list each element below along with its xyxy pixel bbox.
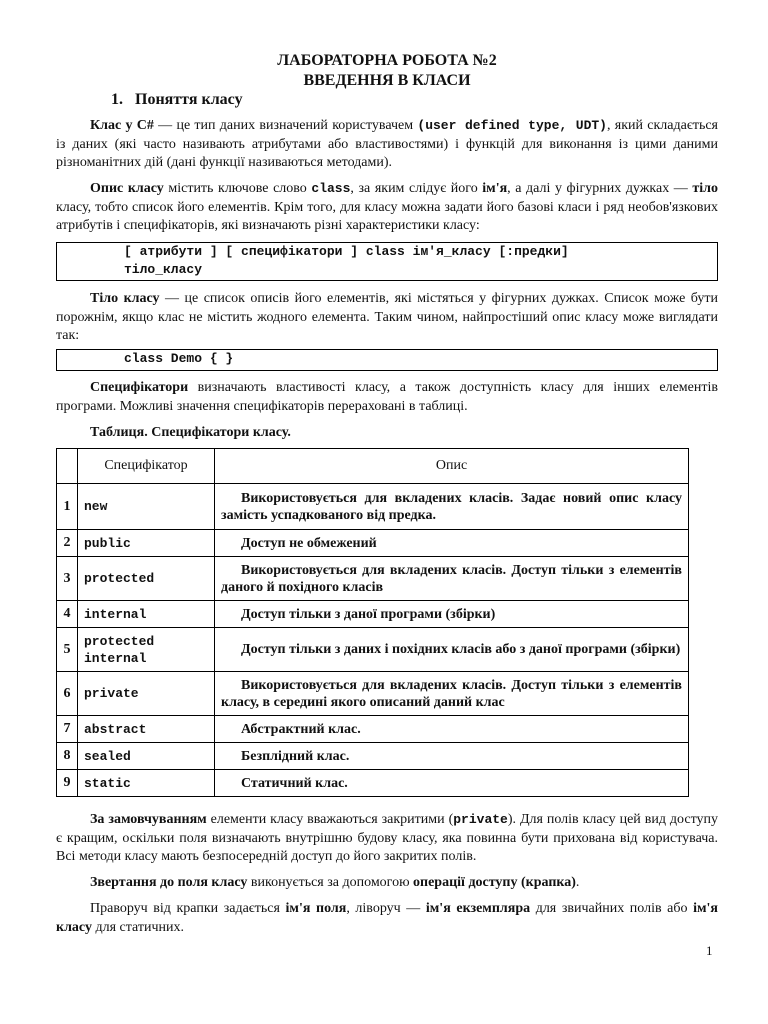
table-row [57, 628, 689, 672]
specifier-cell: static [78, 770, 215, 797]
description-cell: Доступ тільки з даних і похідних класів або з даної програми (збірки) [215, 628, 689, 672]
paragraph-dot-operator: Праворуч від крапки задається ім'я поля, ліворуч — ім'я екземпляра для звичайних полів або ім'я класу для статичних. [56, 901, 718, 935]
row-number: 9 [57, 770, 78, 797]
paragraph-default-access: За замовчуванням елементи класу вважаються закритими (private). Для полів класу цей вид доступу є кращим, оскільки поля визначають внутрішню будову класу, яка повинна бути прихована від користувача. Всі методи класу мають безпосередній доступ до його закритих полів. [56, 812, 718, 864]
table-row [57, 530, 689, 557]
code-line: [ атрибути ] [ специфікатори ] class ім'я_класу [:предки] [124, 244, 569, 259]
specifier-cell: sealed [78, 743, 215, 770]
row-number: 3 [57, 557, 78, 601]
table-row [57, 770, 689, 797]
row-number: 8 [57, 743, 78, 770]
row-number: 6 [57, 672, 78, 716]
description-cell: Використовується для вкладених класів. Доступ тільки з елементів класу, в середині якого описаний даний клас [215, 672, 689, 716]
specifier-cell: protected internal [78, 628, 215, 672]
row-number: 7 [57, 716, 78, 743]
specifier-cell: protected [78, 557, 215, 601]
code-line: class Demo { } [124, 351, 234, 366]
paragraph-specifiers: Специфікатори визначають властивості класу, а також доступність класу для інших елементів програми. Можливі значення специфікаторів перераховані в таблиці. [56, 380, 718, 414]
page-number: 1 [706, 943, 713, 958]
table-row [57, 557, 689, 601]
paragraph-class-definition: Клас у C# — це тип даних визначений користувачем (user defined type, UDT), який складається із даних (які часто називають атрибутами або властивостями) і функцій для виконання із цими даними різноманітних дій (дані функції називаються методами). [56, 118, 718, 170]
row-number: 4 [57, 601, 78, 628]
code-line: тіло_класу [124, 262, 203, 277]
paragraph-class-body: Тіло класу — це список описів його елементів, які містяться у фігурних дужках. Список може бути порожнім, якщо клас не містить жодного елемента. Таким чином, найпростіший опис класу може виглядати так: [56, 291, 718, 343]
table-row [57, 601, 689, 628]
table-row [57, 743, 689, 770]
specifier-cell: private [78, 672, 215, 716]
description-cell: Використовується для вкладених класів. Задає новий опис класу замість успадкованого від предка. [215, 484, 689, 530]
paragraph-field-access: Звертання до поля класу виконується за допомогою операції доступу (крапка). [90, 875, 580, 890]
description-cell: Статичний клас. [215, 770, 689, 797]
row-number: 1 [57, 484, 78, 530]
column-header-description: Опис [215, 449, 689, 484]
description-cell: Безплідний клас. [215, 743, 689, 770]
table-row [57, 672, 689, 716]
specifier-cell: public [78, 530, 215, 557]
description-cell: Доступ не обмежений [215, 530, 689, 557]
column-header-specifier: Специфікатор [78, 449, 215, 484]
specifier-cell: new [78, 484, 215, 530]
table-header-row [57, 449, 689, 484]
table-row [57, 484, 689, 530]
description-cell: Доступ тільки з даної програми (збірки) [215, 601, 689, 628]
table-row [57, 716, 689, 743]
row-number: 2 [57, 530, 78, 557]
section-heading [111, 91, 243, 109]
specifier-cell: abstract [78, 716, 215, 743]
description-cell: Використовується для вкладених класів. Доступ тільки з елементів даного й похідного класів [215, 557, 689, 601]
paragraph-class-description: Опис класу містить ключове слово class, за яким слідує його ім'я, а далі у фігурних дужках — тіло класу, тобто список його елементів. Крім того, для класу можна задати його базові класи і ряд необов'язкових атрибутів і специфікаторів, які визначають різні характеристики класу: [56, 181, 719, 233]
lab-title: ЛАБОРАТОРНА РОБОТА №2 [277, 52, 497, 69]
section-number: 1. [111, 91, 123, 108]
table-caption: Таблиця. Специфікатори класу. [90, 425, 291, 440]
specifiers-table [56, 448, 689, 797]
code-block-example [56, 349, 718, 371]
section-title: Поняття класу [135, 91, 243, 108]
lab-subtitle: ВВЕДЕННЯ В КЛАСИ [303, 72, 471, 89]
specifier-cell: internal [78, 601, 215, 628]
code-block-syntax [56, 242, 718, 281]
row-number: 5 [57, 628, 78, 672]
description-cell: Абстрактний клас. [215, 716, 689, 743]
